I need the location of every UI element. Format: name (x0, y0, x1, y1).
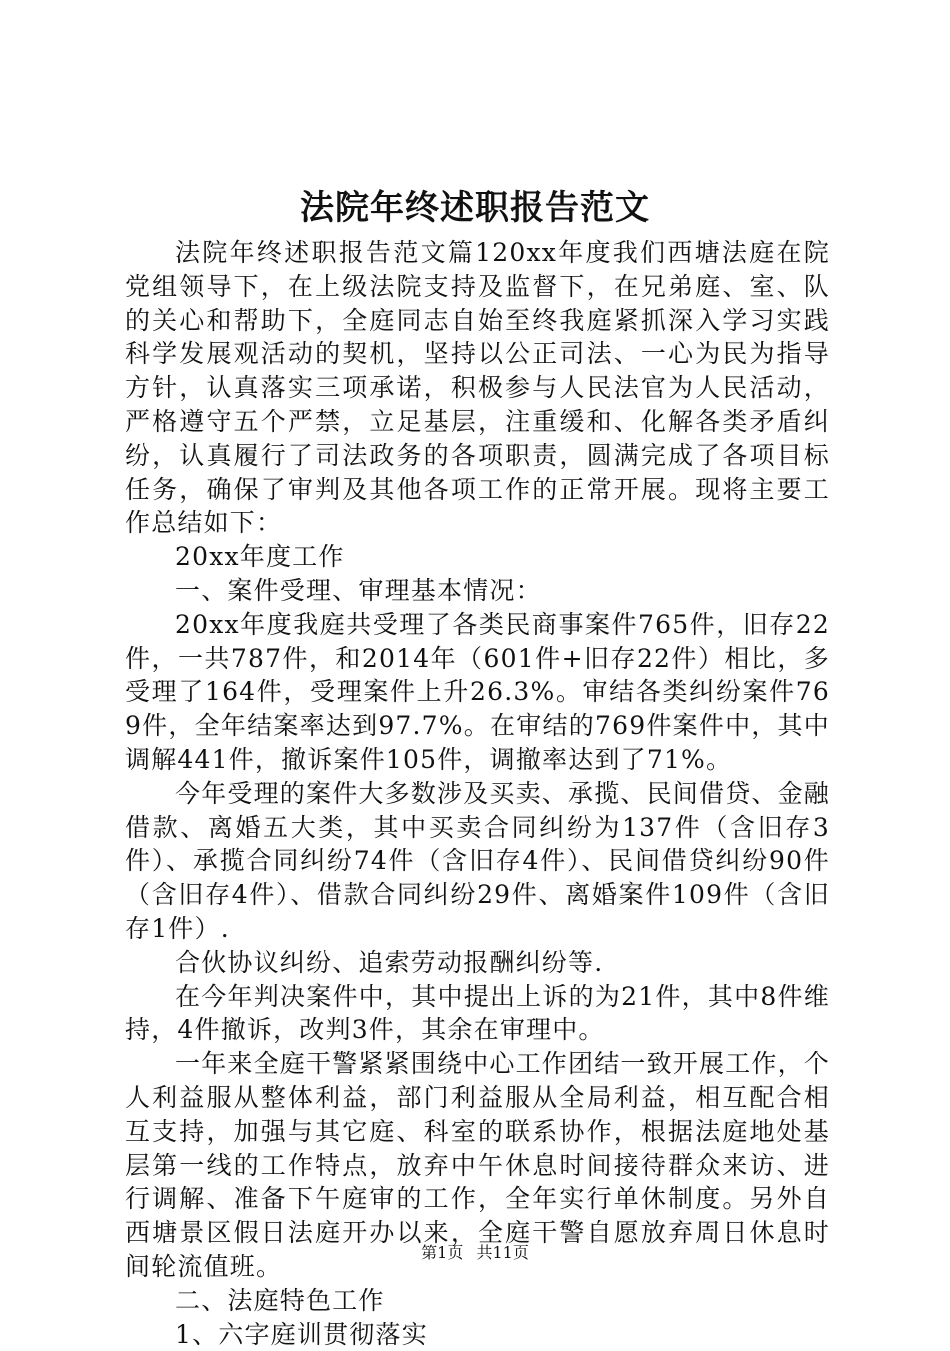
paragraph-intro: 法院年终述职报告范文篇120xx年度我们西塘法庭在院党组领导下，在上级法院支持及监督下，在兄弟庭、室、队的关心和帮助下，全庭同志自始至终我庭紧抓深入学习实践科学发展观活动的契机，坚持以公正司法、一心为民为指导方针，认真落实三项承诺，积极参与人民法官为人民活动，严格遵守五个严禁，立足基层，注重缓和、化解各类矛盾纠纷，认真履行了司法政务的各项职责，圆满完成了各项目标任务，确保了审判及其他各项工作的正常开展。现将主要工作总结如下： (125, 236, 830, 540)
paragraph-case-categories: 今年受理的案件大多数涉及买卖、承揽、民间借贷、金融借款、离婚五大类，其中买卖合同纠纷为137件（含旧存3件）、承揽合同纠纷74件（含旧存4件）、民间借贷纠纷90件（含旧存4件）、借款合同纠纷29件、离婚案件109件（含旧存1件）. (125, 777, 830, 946)
document-body (125, 236, 830, 1351)
paragraph-year-heading: 20xx年度工作 (125, 540, 830, 574)
section-heading-case-overview: 一、案件受理、审理基本情况： (125, 574, 830, 608)
paragraph-other-disputes: 合伙协议纠纷、追索劳动报酬纠纷等. (125, 946, 830, 980)
paragraph-case-statistics: 20xx年度我庭共受理了各类民商事案件765件，旧存22件，一共787件，和2014年（601件+旧存22件）相比，多受理了164件，受理案件上升26.3%。审结各类纠纷案件769件，全年结案率达到97.7%。在审结的769件案件中，其中调解441件，撤诉案件105件，调撤率达到了71%。 (125, 608, 830, 777)
document-title: 法院年终述职报告范文 (0, 180, 950, 236)
paragraph-teamwork: 一年来全庭干警紧紧围绕中心工作团结一致开展工作，个人利益服从整体利益，部门利益服从全局利益，相互配合相互支持，加强与其它庭、科室的联系协作，根据法庭地处基层第一线的工作特点，放弃中午休息时间接待群众来访、进行调解、准备下午庭审的工作，全年实行单休制度。另外自西塘景区假日法庭开办以来，全庭干警自愿放弃周日休息时间轮流值班。 (125, 1047, 830, 1284)
section-heading-special-work: 二、法庭特色工作 (125, 1284, 830, 1318)
subsection-heading-motto: 1、六字庭训贯彻落实 (125, 1318, 830, 1351)
paragraph-appeals: 在今年判决案件中，其中提出上诉的为21件，其中8件维持，4件撤诉，改判3件，其余在审理中。 (125, 980, 830, 1048)
page-total: 共11页 (476, 1243, 528, 1262)
page-footer (0, 1241, 950, 1265)
page-number: 第1页 (421, 1243, 463, 1262)
